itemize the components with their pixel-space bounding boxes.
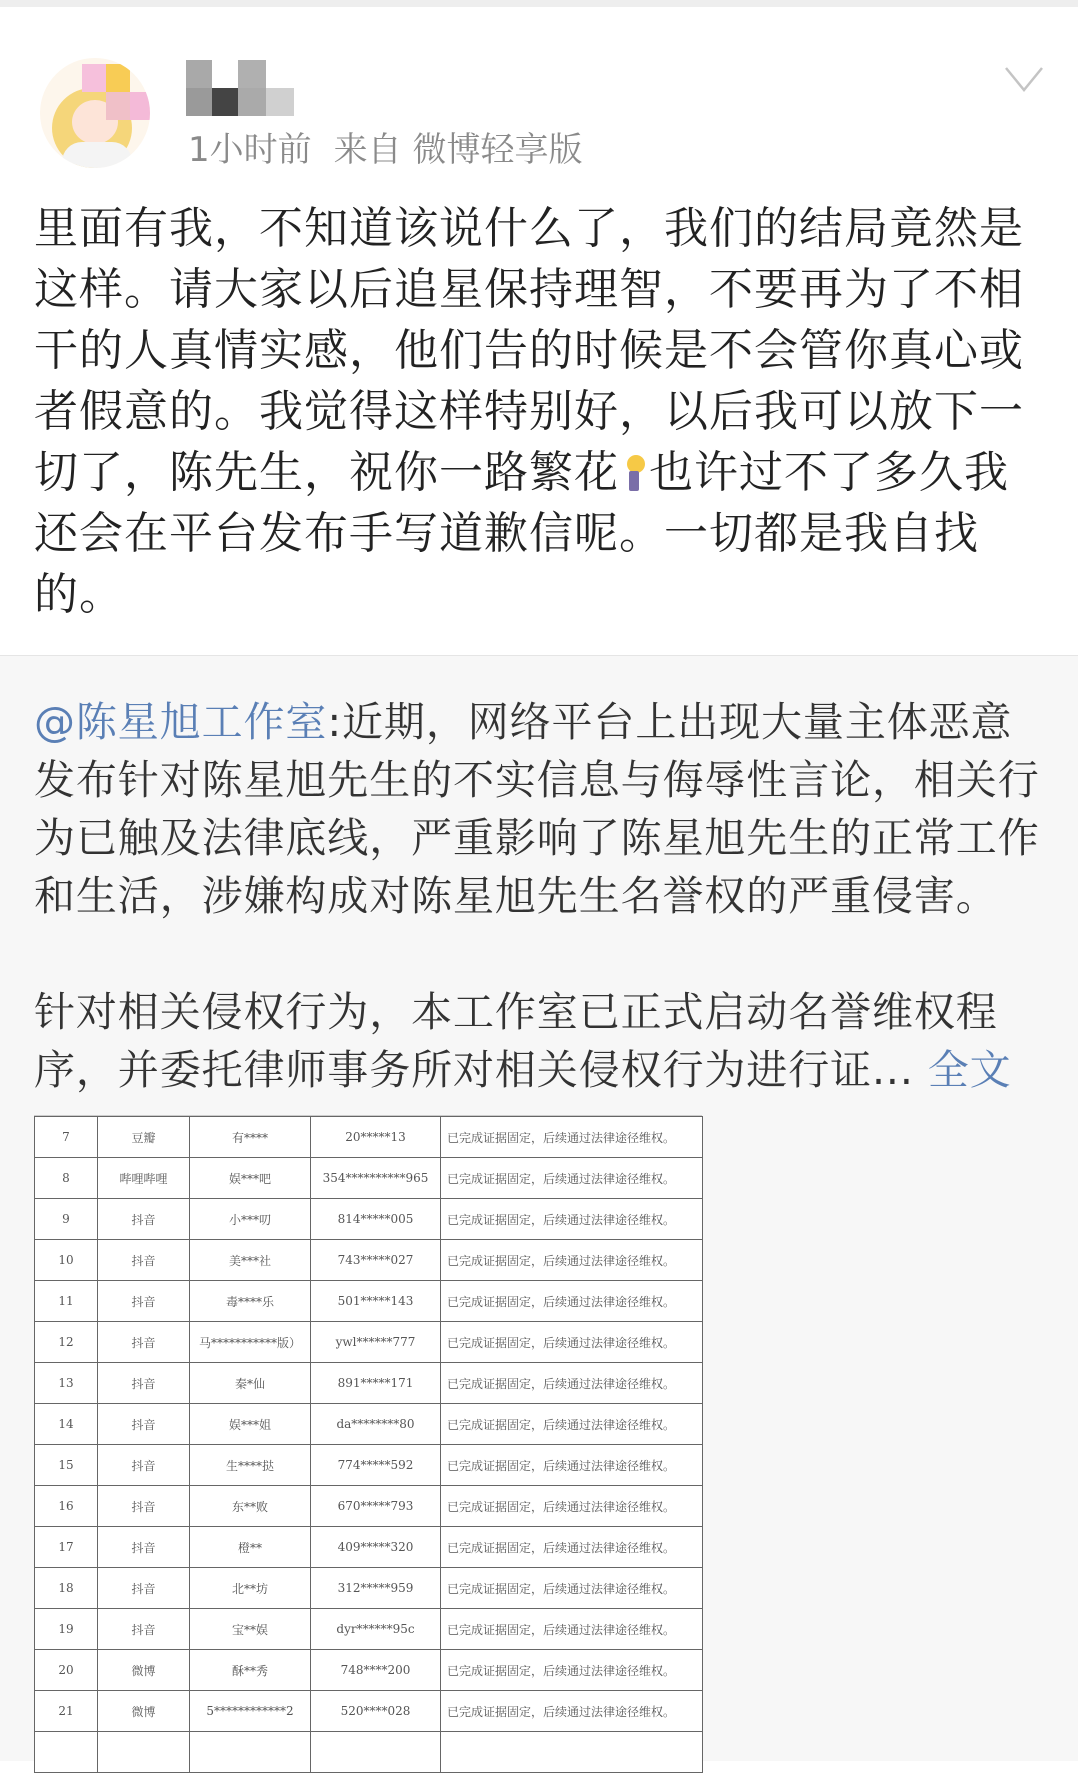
account-id-cell: 354**********965 [311,1158,441,1199]
platform-cell: 微博 [98,1650,190,1691]
account-id-cell: dyr******95c [311,1609,441,1650]
body-line: 还会在平台发布手写道歉信呢。一切都是我自找 [34,508,979,559]
empty-cell [98,1732,190,1773]
account-id-cell: 501*****143 [311,1281,441,1322]
top-separator [0,0,1078,7]
account-name-cell: 马***********版） [190,1322,311,1363]
account-id-cell: 20*****13 [311,1117,441,1158]
body-line-part: 切了，陈先生，祝你一路繁花 [34,447,619,498]
post-meta [188,122,604,171]
platform-cell: 抖音 [98,1240,190,1281]
account-name-cell: 毒****乐 [190,1281,311,1322]
status-cell: 已完成证据固定，后续通过法律途径维权。 [441,1240,703,1281]
username-pixelated[interactable] [186,60,294,116]
account-id-cell: da********80 [311,1404,441,1445]
evidence-table-image[interactable] [34,1115,702,1773]
post-source: 来自 微博轻享版 [333,130,583,170]
table-row-partial [35,1732,703,1773]
status-cell: 已完成证据固定，后续通过法律途径维权。 [441,1363,703,1404]
body-line: 这样。请大家以后追星保持理智，不要再为了不相 [34,264,1024,315]
platform-cell: 豆瓣 [98,1117,190,1158]
account-name-cell: 橙** [190,1527,311,1568]
status-cell: 已完成证据固定，后续通过法律途径维权。 [441,1486,703,1527]
status-cell: 已完成证据固定，后续通过法律途径维权。 [441,1281,703,1322]
body-line: 干的人真情实感，他们告的时候是不会管你真心或 [34,325,1024,376]
account-id-cell: 670*****793 [311,1486,441,1527]
post-body [34,198,1024,625]
platform-cell: 抖音 [98,1486,190,1527]
blank-line [34,925,1040,983]
post-time: 1小时前 [188,130,312,170]
evidence-table [34,1116,703,1773]
empty-cell [441,1732,703,1773]
status-cell: 已完成证据固定，后续通过法律途径维权。 [441,1404,703,1445]
table-row [35,1568,703,1609]
body-line-part: 也许过不了多久我 [649,447,1009,498]
row-number-cell: 16 [35,1486,98,1527]
table-row [35,1527,703,1568]
platform-cell: 抖音 [98,1404,190,1445]
platform-cell: 抖音 [98,1609,190,1650]
table-row [35,1117,703,1158]
status-cell: 已完成证据固定，后续通过法律途径维权。 [441,1650,703,1691]
table-row [35,1650,703,1691]
repost-line: 发布针对陈星旭先生的不实信息与侮辱性言论，相关行 [34,756,1040,804]
full-text-link[interactable]: 全文 [927,1046,1012,1094]
body-line [34,442,1024,503]
body-line: 者假意的。我觉得这样特别好，以后我可以放下一 [34,386,1024,437]
repost-line [34,693,1040,751]
table-row [35,1445,703,1486]
account-id-cell: 312*****959 [311,1568,441,1609]
row-number-cell: 13 [35,1363,98,1404]
row-number-cell: 7 [35,1117,98,1158]
account-name-cell: 有**** [190,1117,311,1158]
repost-line [34,1041,1040,1099]
repost-line: 为已触及法律底线，严重影响了陈星旭先生的正常工作 [34,814,1040,862]
empty-cell [190,1732,311,1773]
row-number-cell: 12 [35,1322,98,1363]
table-row [35,1322,703,1363]
account-name-cell: 生****挞 [190,1445,311,1486]
account-id-cell: 891*****171 [311,1363,441,1404]
chevron-down-icon[interactable] [1004,64,1044,94]
status-cell: 已完成证据固定，后续通过法律途径维权。 [441,1322,703,1363]
platform-cell: 哔哩哔哩 [98,1158,190,1199]
repost-line-text: :近期，网络平台上出现大量主体恶意 [327,698,1013,746]
account-id-cell: 748****200 [311,1650,441,1691]
row-number-cell: 21 [35,1691,98,1732]
account-id-cell: 520****028 [311,1691,441,1732]
account-name-cell: 娱***吧 [190,1158,311,1199]
table-row [35,1609,703,1650]
platform-cell: 抖音 [98,1199,190,1240]
account-name-cell: 北**坊 [190,1568,311,1609]
account-name-cell: 美***社 [190,1240,311,1281]
status-cell: 已完成证据固定，后续通过法律途径维权。 [441,1158,703,1199]
table-row [35,1199,703,1240]
status-cell: 已完成证据固定，后续通过法律途径维权。 [441,1568,703,1609]
row-number-cell: 15 [35,1445,98,1486]
platform-cell: 抖音 [98,1568,190,1609]
account-id-cell: ywl******777 [311,1322,441,1363]
status-cell: 已完成证据固定，后续通过法律途径维权。 [441,1199,703,1240]
row-number-cell: 8 [35,1158,98,1199]
status-cell: 已完成证据固定，后续通过法律途径维权。 [441,1527,703,1568]
row-number-cell: 11 [35,1281,98,1322]
account-id-cell: 743*****027 [311,1240,441,1281]
account-id-cell: 774*****592 [311,1445,441,1486]
empty-cell [35,1732,98,1773]
platform-cell: 抖音 [98,1445,190,1486]
account-id-cell: 409*****320 [311,1527,441,1568]
table-row [35,1158,703,1199]
mention-link[interactable]: @陈星旭工作室 [34,698,328,746]
account-name-cell: 秦*仙 [190,1363,311,1404]
status-cell: 已完成证据固定，后续通过法律途径维权。 [441,1117,703,1158]
repost-line-text: 序，并委托律师事务所对相关侵权行为进行证... [34,1046,914,1094]
flower-bouquet-icon [619,453,649,493]
table-row [35,1404,703,1445]
body-line: 的。 [34,569,124,620]
status-cell: 已完成证据固定，后续通过法律途径维权。 [441,1609,703,1650]
row-number-cell: 10 [35,1240,98,1281]
account-name-cell: 娱***姐 [190,1404,311,1445]
status-cell: 已完成证据固定，后续通过法律途径维权。 [441,1691,703,1732]
row-number-cell: 19 [35,1609,98,1650]
repost-line: 针对相关侵权行为，本工作室已正式启动名誉维权程 [34,988,998,1036]
account-name-cell: 东**败 [190,1486,311,1527]
row-number-cell: 17 [35,1527,98,1568]
platform-cell: 微博 [98,1691,190,1732]
account-name-cell: 酥**秀 [190,1650,311,1691]
account-id-cell: 814*****005 [311,1199,441,1240]
table-row [35,1691,703,1732]
table-row [35,1486,703,1527]
repost-text [34,693,1040,1099]
account-name-cell: 5************2 [190,1691,311,1732]
platform-cell: 抖音 [98,1322,190,1363]
platform-cell: 抖音 [98,1281,190,1322]
platform-cell: 抖音 [98,1363,190,1404]
row-number-cell: 9 [35,1199,98,1240]
row-number-cell: 14 [35,1404,98,1445]
row-number-cell: 18 [35,1568,98,1609]
row-number-cell: 20 [35,1650,98,1691]
repost-line: 和生活，涉嫌构成对陈星旭先生名誉权的严重侵害。 [34,872,998,920]
status-cell: 已完成证据固定，后续通过法律途径维权。 [441,1445,703,1486]
platform-cell: 抖音 [98,1527,190,1568]
avatar[interactable] [40,58,150,168]
empty-cell [311,1732,441,1773]
table-row [35,1240,703,1281]
reposted-content[interactable] [0,656,1078,1761]
account-name-cell: 小***叨 [190,1199,311,1240]
table-row [35,1363,703,1404]
body-line: 里面有我，不知道该说什么了，我们的结局竟然是 [34,203,1024,254]
table-row [35,1281,703,1322]
account-name-cell: 宝**娱 [190,1609,311,1650]
